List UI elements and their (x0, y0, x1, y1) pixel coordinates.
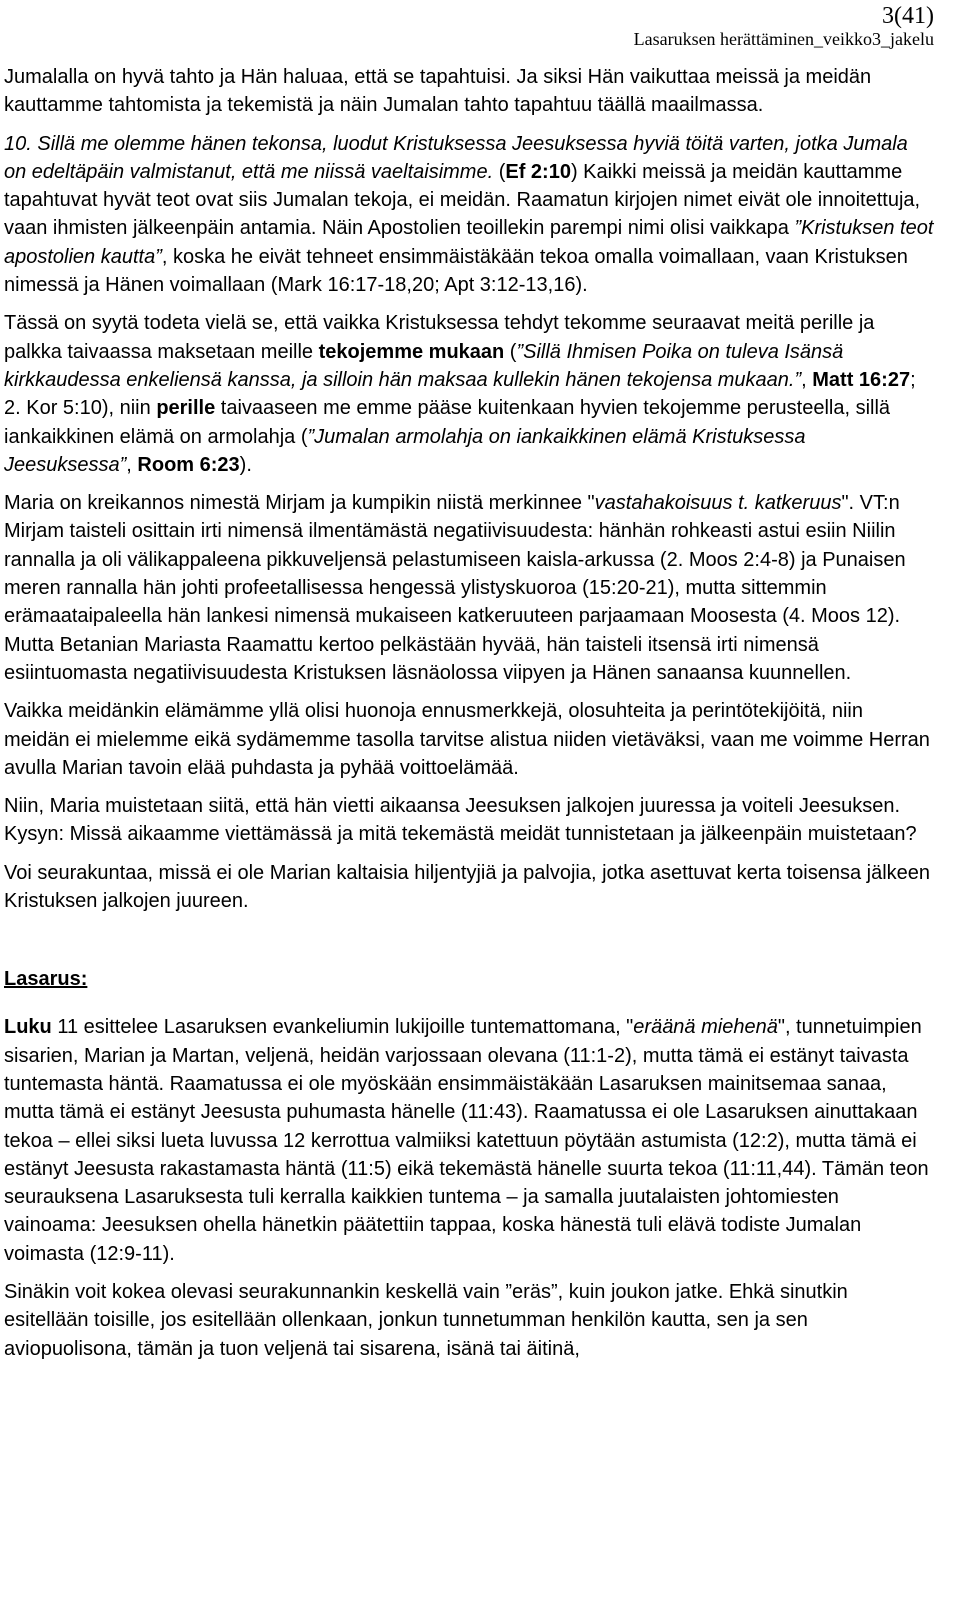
paragraph-text: Sinäkin voit kokea olevasi seurakunnankin keskellä vain ”eräs”, kuin joukon jatke. Ehkä sinutkin esitellään toisille, jos esitellään ollenkaan, jonkun tunnetumman henkilön kautta, sen ja sen aviopuolisona, tämän ja tuon veljenä tai sisarena, isänä tai äitinä, (4, 1280, 848, 1360)
paragraph (4, 130, 934, 300)
text-run: ( (493, 160, 506, 183)
text-run: taivaaseen me emme pääse kuitenkaan hyvien tekojemme perusteella, sillä iankaikkinen elämä on armolahja ( (4, 397, 891, 448)
italic-phrase: vastahakoisuus t. katkeruus (594, 492, 842, 515)
bold-phrase: perille (156, 397, 216, 420)
bible-reference: Matt 16:27 (812, 368, 911, 391)
document-name: Lasaruksen herättäminen_veikko3_jakelu (633, 29, 934, 49)
text-run: 11 esittelee Lasaruksen evankeliumin lukijoille tuntemattomana, " (51, 1016, 634, 1039)
paragraph-text: Jumalalla on hyvä tahto ja Hän haluaa, että se tapahtuisi. Ja siksi Hän vaikuttaa meissä ja meidän kauttamme tahtomista ja tekemistä ja näin Jumalan tahto tapahtuu täällä maailmassa. (4, 66, 872, 117)
text-run: , koska he eivät tehneet ensimmäistäkään tekoa omalla voimallaan, vaan Kristuksen nimessä ja Hänen voimallaan (Mark 16:17-18,20; Apt 3:12-13,16). (4, 245, 908, 297)
paragraph (4, 792, 934, 849)
text-run: Kaikki meissä ja meidän kauttamme tapahtuvat hyvät teot ovat siis Jumalan tekoja, ei meidän. Raamatun kirjojen nimet eivät ole innoitettuja, vaan ihmisten jälkeenpäin antamia. Näin Apostolien teoillekin parempi nimi olisi vaikkapa (4, 160, 921, 240)
text-run: ", tunnetuimpien sisarien, Marian ja Martan, veljenä, heidän varjossaan olevana (11:1-2), mutta tämä ei estänyt taivasta tuntemasta häntä. Raamatussa ei ole myöskään ensimmäistäkään Lasaruksen mainitsemaa sanaa, mutta tämä ei estänyt Jeesusta puhumasta hänelle (11:43). Raamatussa ei ole Lasaruksen ainuttakaan tekoa – ellei siksi lueta luvussa 12 kerrottua valmiiksi katettuun pöytään astumista (12:2), mutta tämä ei estänyt Jeesusta rakastamasta häntä (11:5) eikä tekemästä hänelle suurta tekoa (11:11,44). Tämän teon seurauksena Lasaruksesta tuli kerralla kaikkien tuntema – ja samalla juutalaisten johtomiesten vainoama: Jeesuksen ohella hänetkin päätettiin tappaa, koska hänestä tuli elävä todiste Jumalan voimasta (12:9-11). (4, 1016, 929, 1265)
paragraph (4, 489, 934, 687)
paragraph-text: Vaikka meidänkin elämämme yllä olisi huonoja ennusmerkkejä, olosuhteita ja perintötekijöitä, niin meidän ei mielemme eikä sydämemme tasolla tarvitse alistua niiden vietäväksi, vaan me voimme Herran avulla Marian tavoin elää puhdasta ja pyhää voittoelämää. (4, 700, 930, 779)
text-run: ). (239, 453, 252, 476)
bold-phrase: tekojemme mukaan (318, 340, 505, 363)
paragraph (4, 309, 934, 479)
paragraph (4, 697, 934, 782)
text-run: ( (504, 340, 517, 363)
text-run: ) (570, 160, 578, 183)
italic-quote: ”Jumalan armolahja on iankaikkinen elämä Kristuksessa Jeesuksessa” (4, 425, 806, 476)
paragraph-text: Voi seurakuntaa, missä ei ole Marian kaltaisia hiljentyjiä ja palvojia, jotka asettuvat kerta toisensa jälkeen Kristuksen jalkojen juureen. (4, 861, 931, 913)
paragraph (4, 859, 934, 916)
text-run: Maria on kreikannos nimestä Mirjam ja kumpikin niistä merkinnee " (4, 492, 595, 515)
paragraph (4, 1278, 934, 1363)
bible-reference: Room 6:23 (137, 453, 240, 476)
italic-quote: ”Sillä Ihmisen Poika on tuleva Isänsä kirkkaudessa enkeliensä kanssa, ja silloin hän maksaa kullekin hänen tekojensa mukaan.” (4, 340, 844, 391)
paragraph-text: Niin, Maria muistetaan siitä, että hän vietti aikaansa Jeesuksen jalkojen juuressa ja voiteli Jeesuksen. Kysyn: Missä aikaamme viettämässä ja mitä tekemästä meidät tunnistetaan ja jälkeenpäin muistetaan? (4, 795, 917, 846)
document-body (4, 63, 934, 1373)
text-run: Tässä on syytä todeta vielä se, että vaikka Kristuksessa tehdyt tekomme seuraavat meitä perille ja palkka taivaassa maksetaan meille (4, 312, 875, 363)
paragraph (4, 1013, 934, 1268)
text-run: , (126, 453, 138, 476)
italic-phrase: eräänä miehenä (633, 1016, 778, 1039)
text-run: , (801, 368, 813, 391)
page-number: 3(41) (882, 3, 934, 29)
section-heading: Lasarus: (4, 968, 88, 991)
bible-reference: Ef 2:10 (505, 160, 571, 183)
bold-phrase: Luku (4, 1016, 52, 1039)
bible-verse-quote: 10. Sillä me olemme hänen tekonsa, luodut Kristuksessa Jeesuksessa hyviä töitä varten, jotka Jumala on edeltäpäin valmistanut, että me niissä vaeltaisimme. (4, 132, 908, 183)
page-header (0, 0, 934, 50)
text-run: ". VT:n Mirjam taisteli osittain irti nimensä ilmentämästä negatiivisuudesta: hänhän rohkeasti astui esiin Niilin rannalla ja oli välikappaleena pikkuveljensä pelastumiseen kaisla-arkussa (2. Moos 2:4-8) ja Punaisen meren rannalla hän johti profeetallisessa hengessä ylistyskuoroa (15:20-21), mutta sittemmin erämaataipaleella hän lankesi nimensä mukaiseen katkeruuteen parjaamaan Moosesta (4. Moos 12). Mutta Betanian Mariasta Raamattu kertoo pelkästään hyvää, hän taisteli itsensä irti nimensä esiintuomasta negatiivisuudesta Kristuksen läsnäolossa viipyen ja Hänen sanaansa kuunnellen. (4, 492, 906, 684)
paragraph (4, 63, 934, 120)
italic-quote: ”Kristuksen teot apostolien kautta” (4, 217, 934, 268)
text-run: ; 2. Kor 5:10), niin (4, 368, 916, 420)
